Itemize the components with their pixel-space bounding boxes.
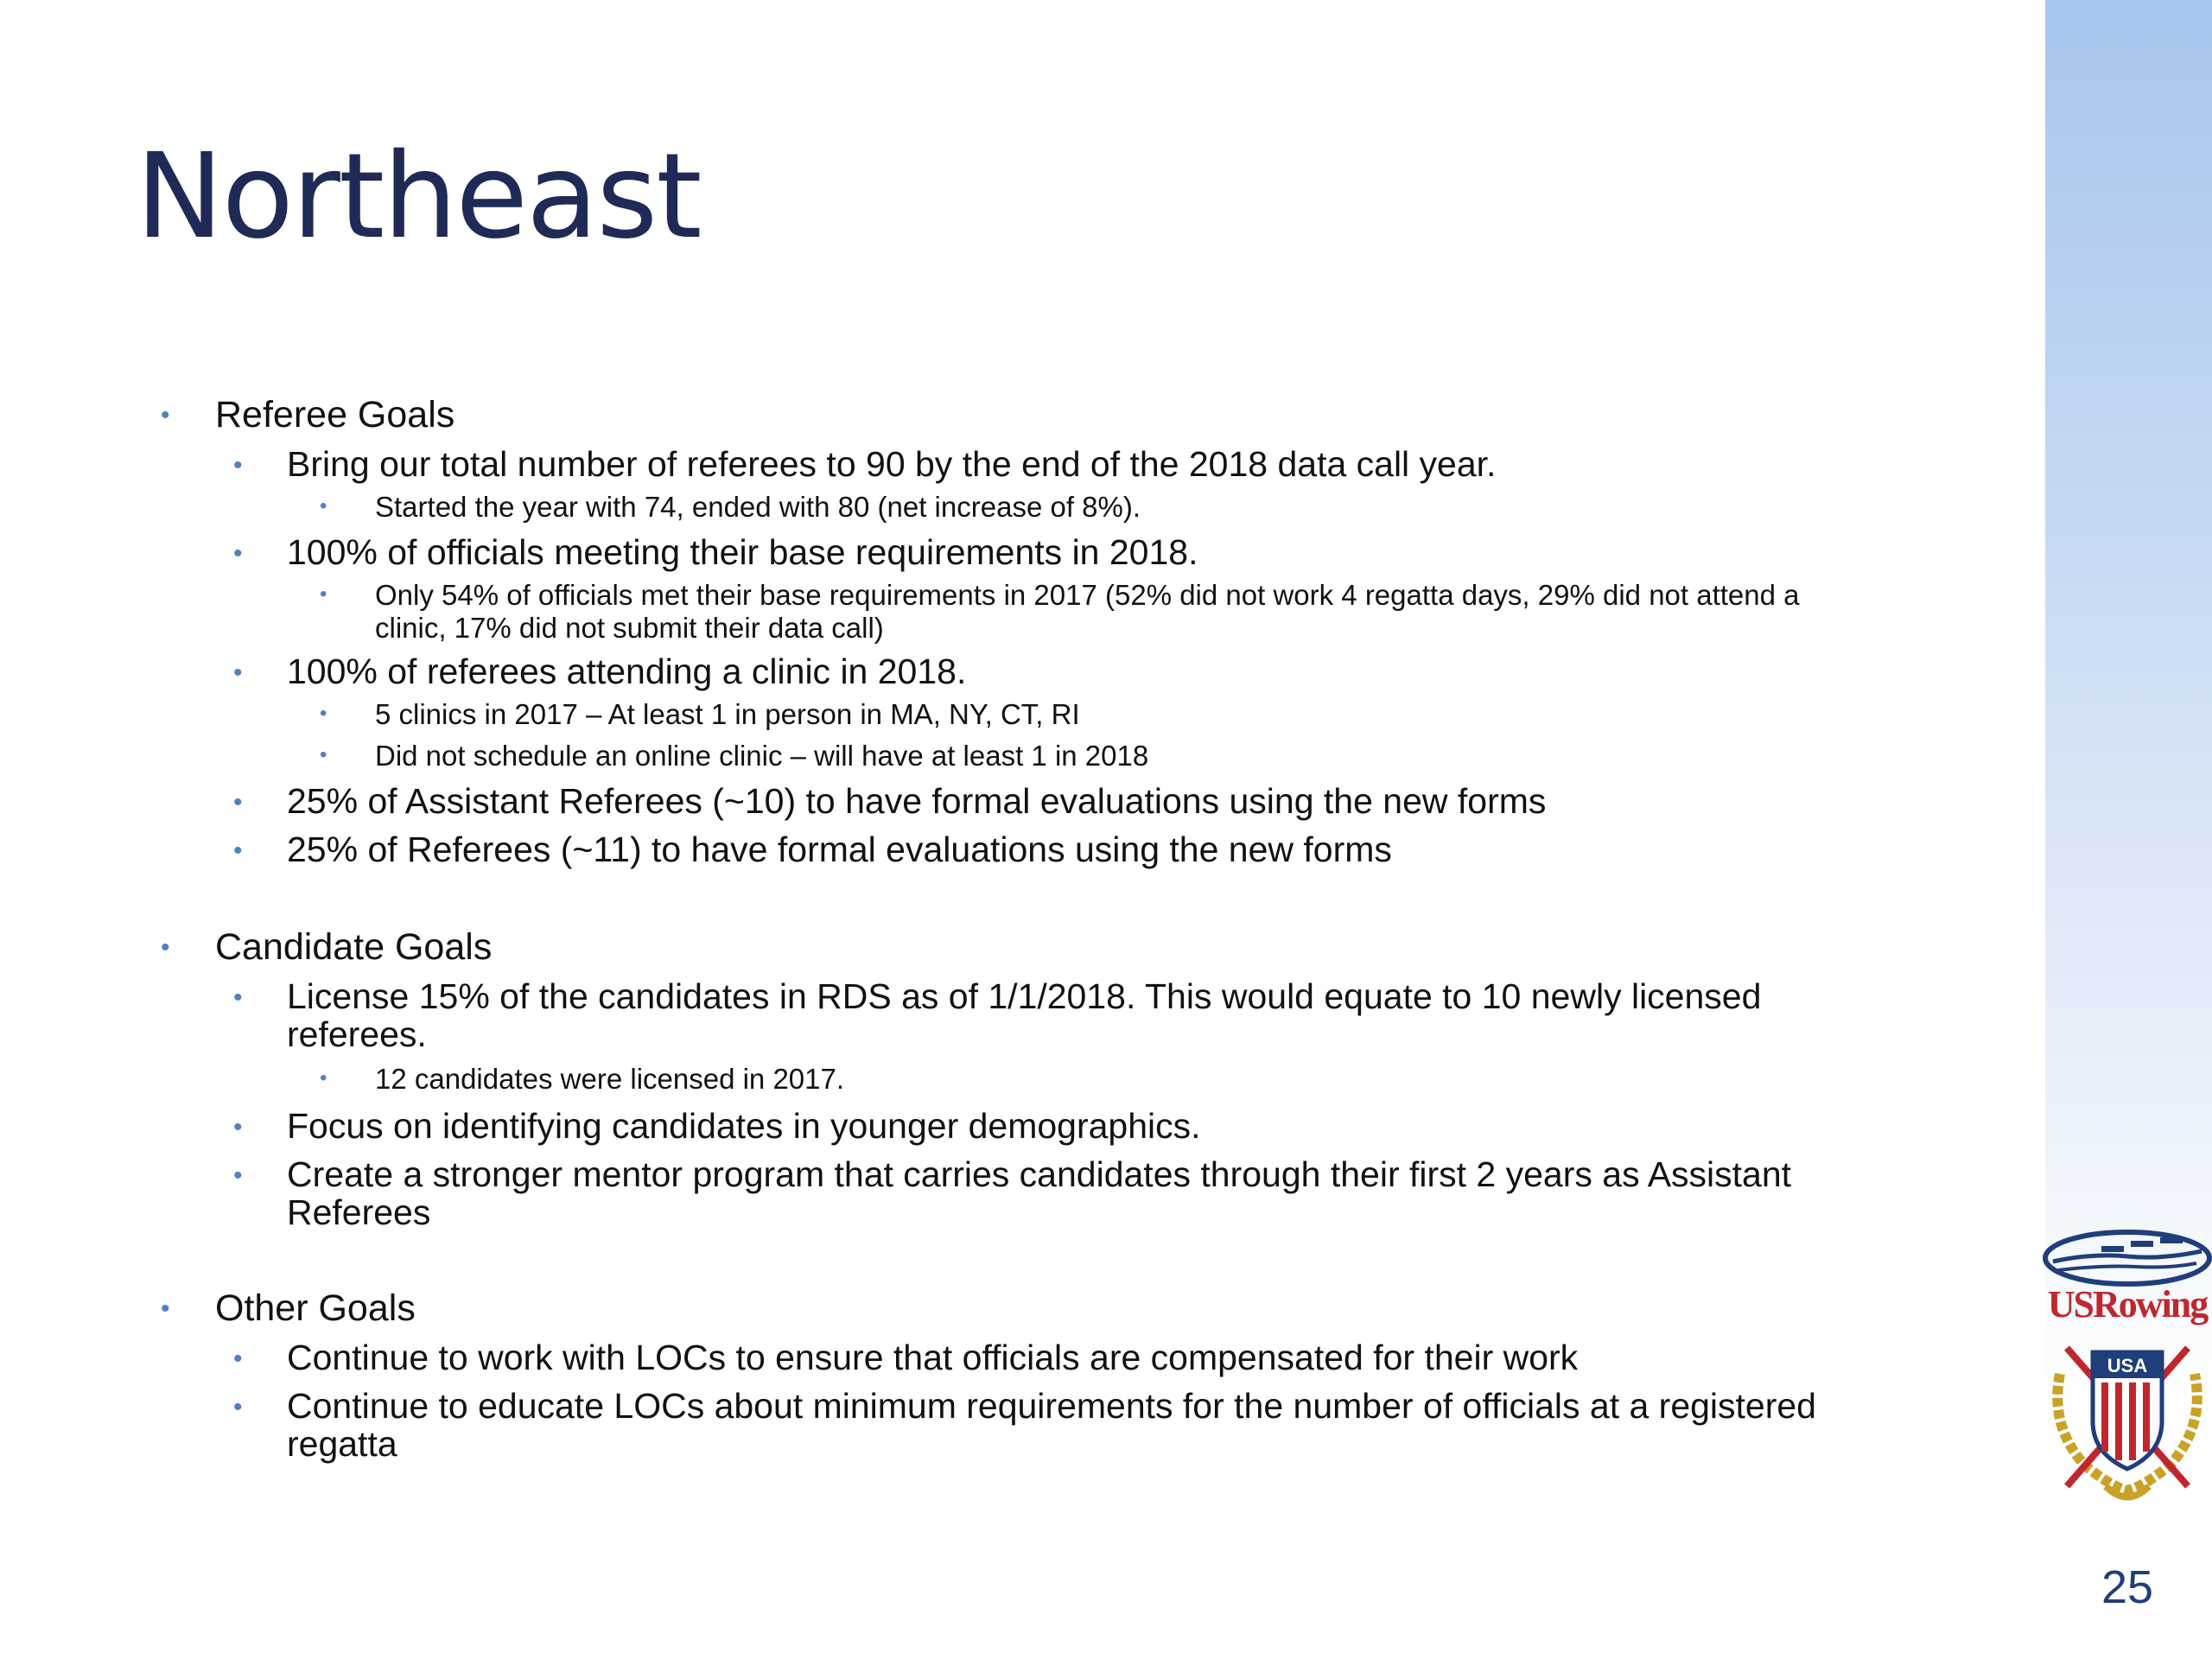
- usa-crest-icon: [2057, 1348, 2197, 1497]
- bullet-icon: •: [320, 702, 327, 725]
- bullet-text: Referee Goals: [215, 394, 455, 435]
- bullet-icon: •: [320, 582, 327, 606]
- bullet-icon: •: [233, 658, 243, 687]
- bullet-text: Candidate Goals: [215, 926, 493, 968]
- bullet-icon: •: [233, 1161, 243, 1190]
- usrowing-wordmark: USRowing: [2047, 1283, 2208, 1325]
- bullet-text: 12 candidates were licensed in 2017.: [375, 1063, 845, 1095]
- bullet-icon: •: [233, 983, 243, 1012]
- bullet-icon: •: [320, 1066, 327, 1090]
- bullet-text: 25% of Assistant Referees (~10) to have formal evaluations using the new forms: [287, 781, 1547, 821]
- bullet-text: 100% of referees attending a clinic in 2018.: [287, 652, 967, 691]
- bullet-text-continuation: clinic, 17% did not submit their data call): [375, 612, 884, 644]
- bullet-icon: •: [161, 401, 170, 429]
- page-number: 25: [2101, 1561, 2154, 1613]
- bullet-text: Did not schedule an online clinic – will have at least 1 in 2018: [375, 740, 1149, 772]
- bullet-icon: •: [233, 1113, 243, 1141]
- bullet-text-continuation: referees.: [287, 1014, 427, 1054]
- bullet-icon: •: [320, 494, 327, 518]
- bullet-icon: •: [320, 743, 327, 766]
- rowing-badge-icon: [2045, 1232, 2209, 1284]
- usrowing-logo: [2041, 1227, 2212, 1521]
- bullet-icon: •: [233, 451, 243, 480]
- bullet-text: License 15% of the candidates in RDS as of 1/1/2018. This would equate to 10 newly licensed: [287, 976, 1762, 1016]
- bullet-text: 5 clinics in 2017 – At least 1 in person in MA, NY, CT, RI: [375, 698, 1080, 730]
- bullet-text: 100% of officials meeting their base requirements in 2018.: [287, 532, 1198, 572]
- bullet-text: Started the year with 74, ended with 80 (net increase of 8%).: [375, 491, 1141, 523]
- bullet-icon: •: [233, 539, 243, 568]
- bullet-icon: •: [161, 933, 170, 962]
- crest-usa-label: USA: [2107, 1355, 2148, 1376]
- bullet-icon: •: [233, 836, 243, 865]
- bullet-text: Bring our total number of referees to 90 by the end of the 2018 data call year.: [287, 444, 1497, 484]
- bullet-text: Create a stronger mentor program that carries candidates through their first 2 years as Assistant: [287, 1154, 1792, 1194]
- bullet-icon: •: [233, 1393, 243, 1421]
- bullet-text: Other Goals: [215, 1287, 416, 1329]
- slide-title: Northeast: [136, 129, 701, 265]
- bullet-text-continuation: Referees: [287, 1192, 431, 1232]
- bullet-text-continuation: regatta: [287, 1424, 397, 1464]
- bullet-text: Focus on identifying candidates in younger demographics.: [287, 1106, 1201, 1146]
- bullet-icon: •: [233, 788, 243, 817]
- bullet-text: Only 54% of officials met their base requirements in 2017 (52% did not work 4 regatta days, 29% did not attend a: [375, 579, 1800, 611]
- bullet-text: Continue to work with LOCs to ensure that officials are compensated for their work: [287, 1338, 1579, 1377]
- bullet-icon: •: [161, 1294, 170, 1323]
- bullet-icon: •: [233, 1344, 243, 1373]
- bullet-text: 25% of Referees (~11) to have formal evaluations using the new forms: [287, 830, 1392, 869]
- bullet-text: Continue to educate LOCs about minimum requirements for the number of officials at a registered: [287, 1386, 1816, 1426]
